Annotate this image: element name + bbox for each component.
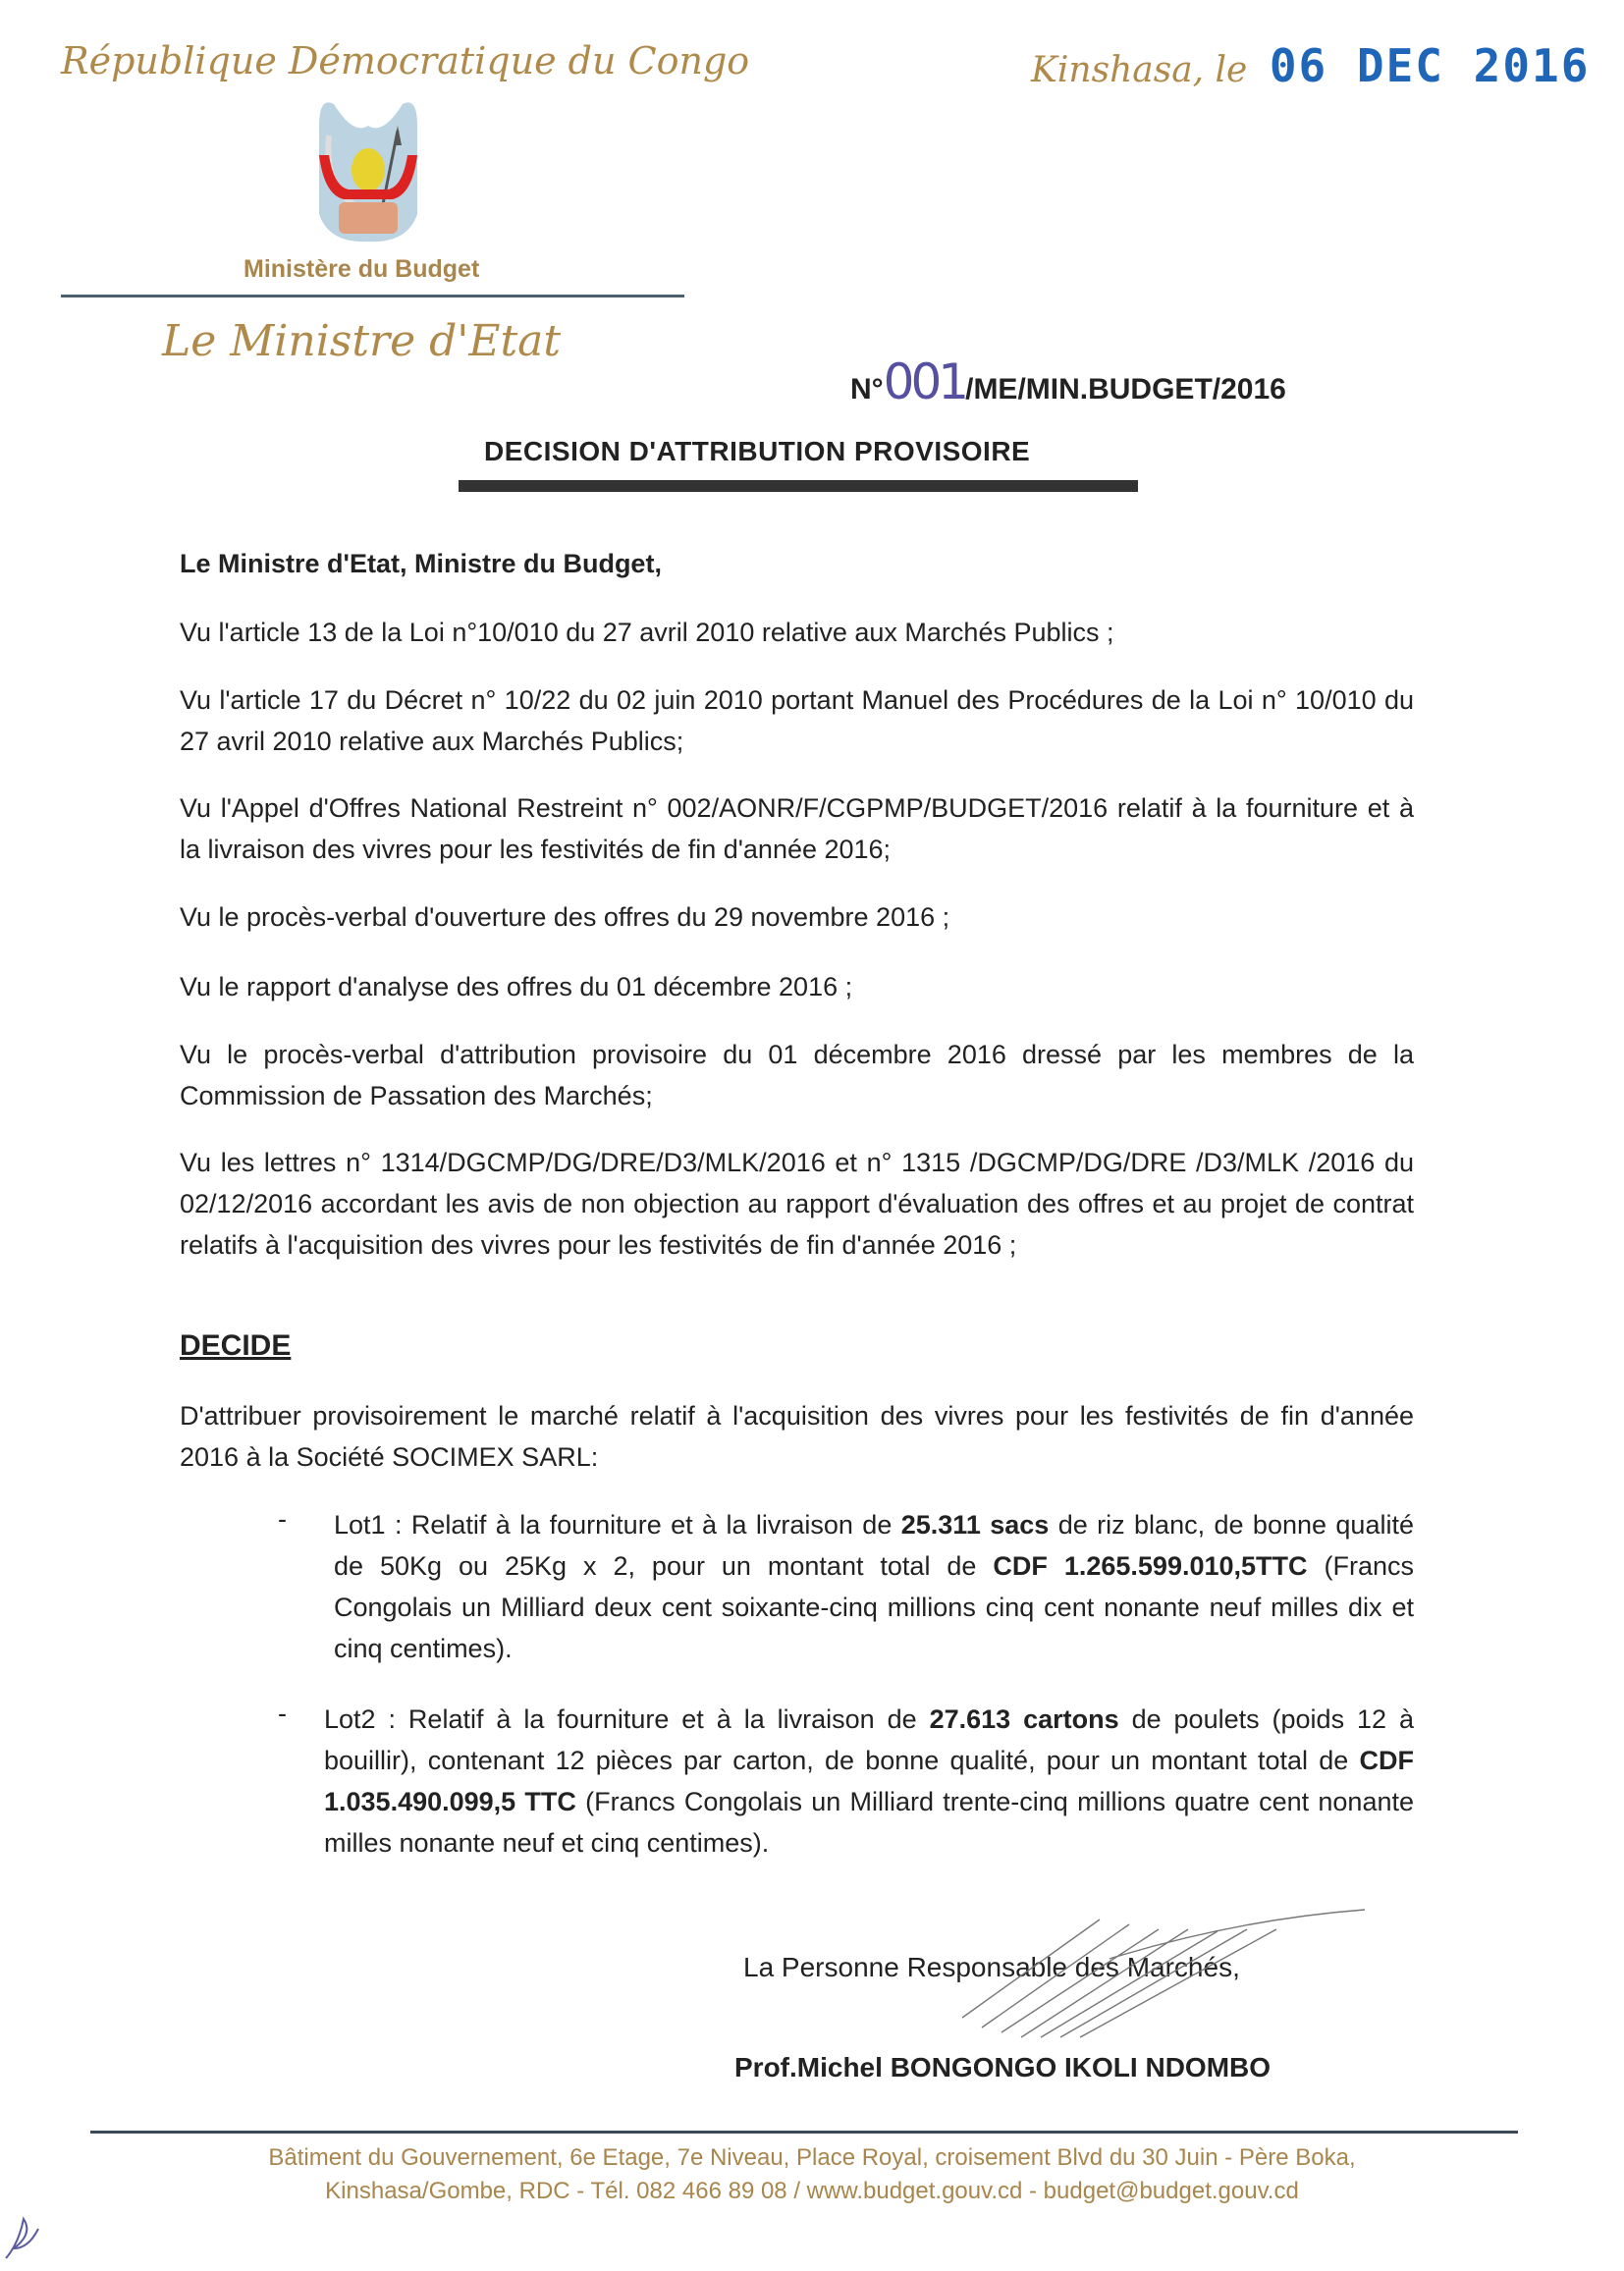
office-title: Le Ministre d'Etat <box>162 316 562 366</box>
lot2-amount: CDF 1.035.490.099,5 TTC <box>324 1746 1414 1816</box>
date-line <box>1031 39 1590 92</box>
date-stamp: 06 DEC 2016 <box>1269 39 1591 92</box>
title-bar <box>459 480 1138 492</box>
number-suffix: /ME/MIN.BUDGET/2016 <box>965 373 1286 406</box>
lot-text: (Francs Congolais un Milliard deux cent soixante-cinq millions cinq cent nonante neuf milles dix et cinq centimes). <box>334 1551 1414 1663</box>
consideration: Vu l'article 17 du Décret n° 10/22 du 02 juin 2010 portant Manuel des Procédures de la Loi n° 10/010 du 27 avril 2010 relative aux Marchés Publics; <box>180 685 1414 756</box>
lot1-item <box>334 1504 1414 1669</box>
lot2-quantity: 27.613 cartons <box>929 1704 1119 1734</box>
consideration: Vu l'article 13 de la Loi n°10/010 du 27 avril 2010 relative aux Marchés Publics ; <box>180 618 1114 647</box>
lot2-label: Lot2 : <box>324 1704 396 1734</box>
addressee: Le Ministre d'Etat, Ministre du Budget, <box>180 549 662 578</box>
footer-divider <box>90 2131 1518 2134</box>
coat-of-arms-emblem <box>299 96 437 243</box>
signer-name: Prof.Michel BONGONGO IKOLI NDOMBO <box>734 2052 1272 2082</box>
decision-intro: D'attribuer provisoirement le marché relatif à l'acquisition des vivres pour les festivités de fin d'année 2016 à la Société SOCIMEX SARL: <box>180 1401 1414 1472</box>
number-prefix: N° <box>850 373 884 406</box>
header-divider <box>61 295 684 297</box>
lot2-item <box>324 1699 1414 1864</box>
lot-text: Relatif à la fourniture et à la livraison de <box>402 1510 901 1540</box>
footer-address: Bâtiment du Gouvernement, 6e Etage, 7e Niveau, Place Royal, croisement Blvd du 30 Juin - Père Boka, <box>268 2144 1356 2171</box>
lot1-label: Lot1 : <box>334 1510 403 1540</box>
lot-text: (Francs Congolais un Milliard trente-cinq millions quatre cent nonante milles nonante neuf et cinq centimes). <box>324 1787 1414 1858</box>
decide-heading: DECIDE <box>180 1329 292 1362</box>
lot-text: de poulets (poids 12 à bouillir), contenant 12 pièces par carton, de bonne qualité, pour un montant total de <box>324 1704 1414 1775</box>
handwritten-signature <box>943 1900 1375 2052</box>
lot-text: de riz blanc, de bonne qualité de 50Kg ou 25Kg x 2, pour un montant total de <box>334 1510 1414 1581</box>
lot1-amount: CDF 1.265.599.010,5TTC <box>993 1551 1308 1581</box>
reference-number <box>850 353 1286 410</box>
lot1-bullet: - <box>278 1504 287 1534</box>
place-label: Kinshasa, le <box>1031 50 1248 90</box>
lot1-quantity: 25.311 sacs <box>900 1510 1050 1540</box>
consideration: Vu l'Appel d'Offres National Restreint n° 002/AONR/F/CGPMP/BUDGET/2016 relatif à la fourniture et à la livraison des vivres pour les festivités de fin d'année 2016; <box>180 793 1414 864</box>
consideration: Vu les lettres n° 1314/DGCMP/DG/DRE/D3/MLK/2016 et n° 1315 /DGCMP/DG/DRE /D3/MLK /2016 du 02/12/2016 accordant les avis de non objection au rapport d'évaluation des offres et au projet de contrat relatifs à l'acquisition des vivres pour les festivités de fin d'année 2016 ; <box>180 1148 1414 1260</box>
consideration: Vu le rapport d'analyse des offres du 01 décembre 2016 ; <box>180 972 853 1001</box>
signer-role: La Personne Responsable des Marchés, <box>743 1952 1240 1982</box>
initials-mark <box>4 2214 43 2268</box>
document-title: DECISION D'ATTRIBUTION PROVISOIRE <box>484 436 1031 466</box>
footer-contact: Kinshasa/Gombe, RDC - Tél. 082 466 89 08 / www.budget.gouv.cd - budget@budget.gouv.cd <box>325 2178 1299 2204</box>
handwritten-number: 001 <box>883 353 966 410</box>
consideration: Vu le procès-verbal d'ouverture des offres du 29 novembre 2016 ; <box>180 902 950 932</box>
country-name: République Démocratique du Congo <box>61 39 750 82</box>
lot2-bullet: - <box>278 1699 287 1728</box>
lot-text: Relatif à la fourniture et à la livraison de <box>396 1704 930 1734</box>
ministry-name: Ministère du Budget <box>244 255 480 283</box>
consideration: Vu le procès-verbal d'attribution provisoire du 01 décembre 2016 dressé par les membres de la Commission de Passation des Marchés; <box>180 1040 1414 1110</box>
